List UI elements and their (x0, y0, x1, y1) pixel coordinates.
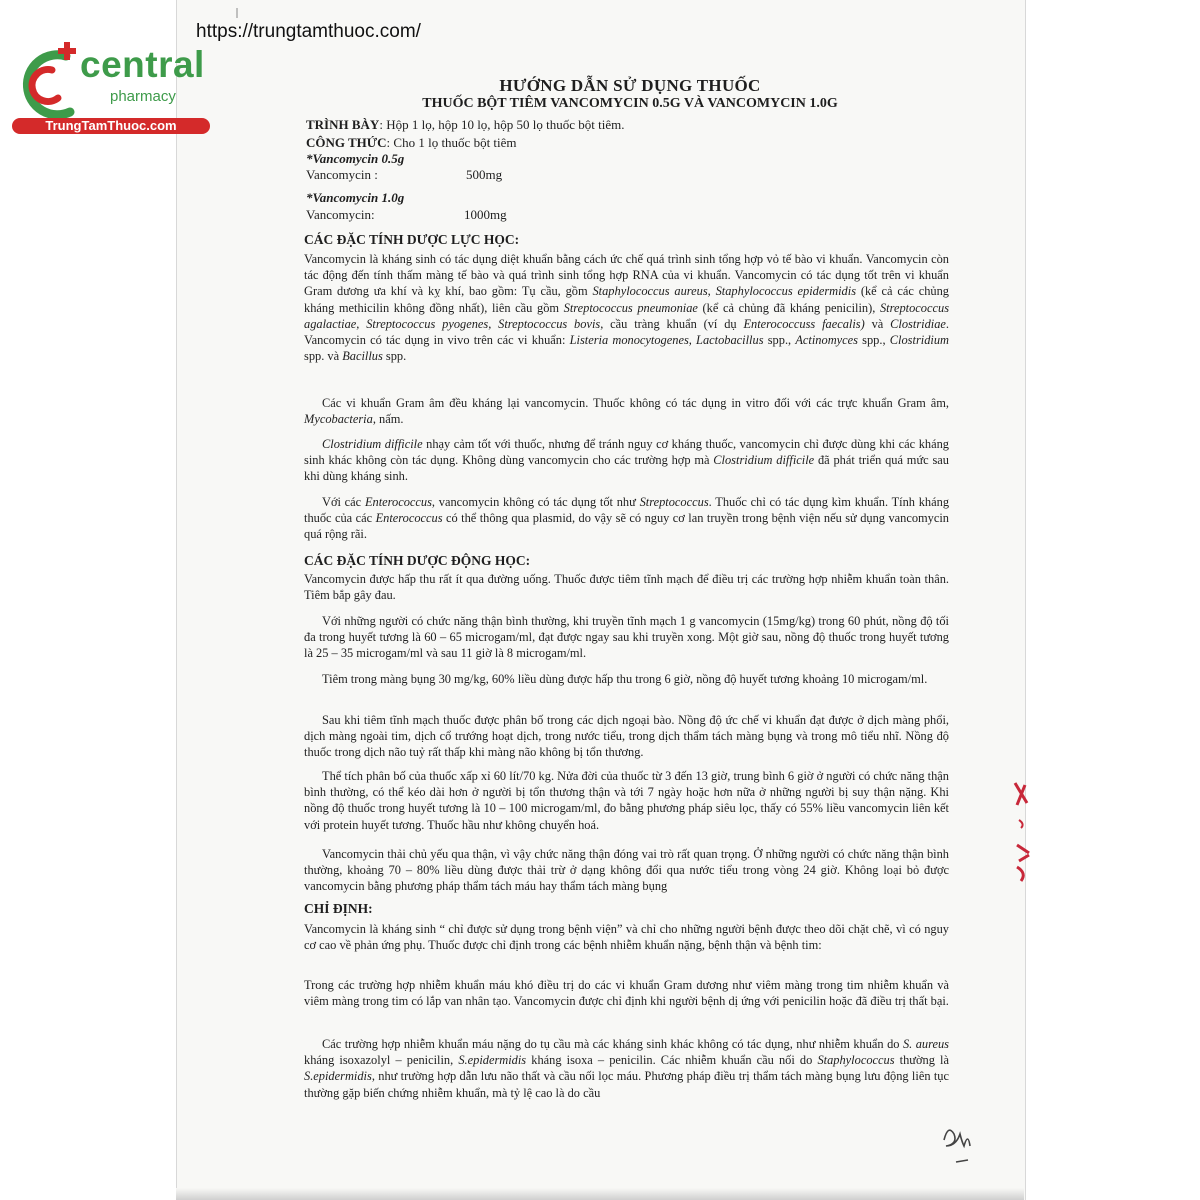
presentation-text: : Hộp 1 lọ, hộp 10 lọ, hộp 50 lọ thuốc bột tiêm. (379, 117, 625, 132)
vanco-05-name: Vancomycin : (306, 167, 378, 182)
pd-paragraph-3: Clostridium difficile nhạy cảm tốt với thuốc, nhưng để tránh nguy cơ kháng thuốc, vancomycin chỉ được dùng khi các kháng sinh khác không còn tác dụng. Không dùng vancomycin cho các trường hợp mà Clostridium difficile đã phát triển quá mức sau khi dùng kháng sinh. (304, 437, 949, 484)
vanco-05-amount: 500mg (466, 167, 503, 182)
scan-speck-icon (232, 6, 242, 22)
vanco-10-amount: 1000mg (464, 207, 507, 222)
cd-paragraph-3: Các trường hợp nhiễm khuẩn máu nặng do tụ cầu mà các kháng sinh khác không có tác dụng, như nhiễm khuẩn do S. aureus kháng isoxazolyl – penicilin, S.epidermidis kháng isoxa – penicilin. Các nhiễm khuẩn cầu nối do Staphylococcus thường là S.epidermidis, như trường hợp dẫn lưu não thất và cầu nối lọc máu. Phương pháp điều trị thẩm tách màng bụng lưu động liên tục thường gặp biến chứng nhiễm khuẩn, mà tỷ lệ cao là do cầu (304, 1037, 950, 1100)
section-pharmacokinetics: CÁC ĐẶC TÍNH DƯỢC ĐỘNG HỌC: (304, 553, 531, 568)
section-indications: CHỈ ĐỊNH: (304, 901, 373, 916)
formula-line (306, 135, 517, 151)
vanco-10-heading: *Vancomycin 1.0g (306, 190, 405, 205)
pd-paragraph-4: Với các Enterococcus, vancomycin không có tác dụng tốt như Streptococcus. Thuốc chỉ có tác dụng kìm khuẩn. Tính kháng thuốc của các Enterococcus có thể thông qua plasmid, do vậy sẽ có nguy cơ lan truyền trong bệnh viện nếu sử dụng vancomycin quá rộng rãi. (304, 495, 950, 542)
red-stamp-mark-icon (1005, 775, 1035, 885)
page-edge (176, 1188, 1024, 1200)
logo-banner: TrungTamThuoc.com (12, 118, 210, 134)
pk-paragraph-3: Tiêm trong màng bụng 30 mg/kg, 60% liều dùng được hấp thu trong 6 giờ, nồng độ huyết tương khoảng 10 microgam/ml. (322, 672, 928, 686)
pk-paragraph-6: Vancomycin thải chủ yếu qua thận, vì vậy chức năng thận đóng vai trò rất quan trọng. Ở những người có chức năng thận bình thường, khoảng 70 – 80% liều dùng được thải trừ ở dạng không đổi qua nước tiểu trong vòng 24 giờ. Không loại bỏ được vancomycin bằng phương pháp thẩm tách máu hay thẩm tách màng bụng (304, 847, 949, 894)
handwritten-initials-icon (938, 1118, 980, 1168)
cd-paragraph-1: Vancomycin là kháng sinh “ chỉ được sử dụng trong bệnh viện” và chỉ cho những người bệnh được theo dõi chặt chẽ, vì có nguy cơ cao về phản ứng phụ. Thuốc được chỉ định trong các bệnh nhiễm khuẩn nặng, bệnh thận và bệnh tim: (304, 922, 949, 953)
pk-paragraph-2: Với những người có chức năng thận bình thường, khi truyền tĩnh mạch 1 g vancomycin (15mg/kg) trong 60 phút, nồng độ tối đa trong huyết tương là 60 – 65 microgam/ml, đạt được ngay sau khi truyền xong. Một giờ sau, nồng độ thuốc trong huyết tương là 25 – 35 microgam/ml và sau 11 giờ là 8 microgam/ml. (304, 614, 949, 661)
formula-text: : Cho 1 lọ thuốc bột tiêm (386, 135, 517, 150)
section-pharmacodynamics: CÁC ĐẶC TÍNH DƯỢC LỰC HỌC: (304, 232, 520, 247)
pk-paragraph-5: Thể tích phân bố của thuốc xấp xỉ 60 lít/70 kg. Nửa đời của thuốc từ 3 đến 13 giờ, trung bình 6 giờ ở người có chức năng thận bình thường, có thể kéo dài hơn ở người bị tổn thương thận và tới 7 ngày hoặc hơn nữa ở những người bị suy thận nặng. Khi nồng độ thuốc trong huyết tương là 10 – 100 microgam/ml, đo bằng phương pháp siêu lọc, thấy có 55% liều vancomycin liên kết với protein huyết tương. Thuốc hầu như không chuyển hoá. (304, 769, 949, 832)
doc-title: HƯỚNG DẪN SỬ DỤNG THUỐC (499, 76, 761, 95)
vanco-10-name: Vancomycin: (306, 207, 375, 222)
logo-wordmark: central (80, 44, 205, 85)
presentation-label: TRÌNH BÀY (306, 117, 380, 132)
logo-subtitle: pharmacy (110, 88, 176, 105)
pk-paragraph-4: Sau khi tiêm tĩnh mạch thuốc được phân bố trong các dịch ngoại bào. Nồng độ ức chế vi khuẩn đạt được ở dịch màng phổi, dịch màng ngoài tim, dịch cổ trướng hoạt dịch, trong nước tiểu, trong dịch thẩm tách màng bụng và trong mô tiểu nhĩ. Nồng độ thuốc trong dịch não tuỷ rất thấp khi màng não không bị tổn thương. (304, 713, 949, 760)
pd-paragraph-1: Vancomycin là kháng sinh có tác dụng diệt khuẩn bằng cách ức chế quá trình sinh tổng hợp vỏ tế bào vi khuẩn. Vancomycin còn tác động đến tính thấm màng tế bào và quá trình sinh tổng hợp RNA của vi khuẩn. Vancomycin có tác dụng tốt trên vi khuẩn Gram dương ưa khí và kỵ khí, bao gồm: Tụ cầu, gồm Staphylococcus aureus, Staphylococcus epidermidis (kể cả các chủng kháng methicilin không đồng nhất), liên cầu gồm Streptococcus pneumoniae (kể cả chủng đã kháng penicilin), Streptococcus agalactiae, Streptococcus pyogenes, Streptococcus bovis, cầu tràng khuẩn (ví dụ Enterococcuss faecalis) và Clostridiae. Vancomycin có tác dụng in vivo trên các vi khuẩn: Listeria monocytogenes, Lactobacillus spp., Actinomyces spp., Clostridium spp. và Bacillus spp. (304, 252, 950, 364)
cd-paragraph-2: Trong các trường hợp nhiễm khuẩn máu khó điều trị do các vi khuẩn Gram dương như viêm màng trong tim nhiễm khuẩn và viêm màng trong tim có lắp van nhân tạo. Vancomycin được chỉ định khi người bệnh dị ứng với penicilin hoặc đã điều trị thất bại. (304, 978, 949, 1009)
doc-subtitle: THUỐC BỘT TIÊM VANCOMYCIN 0.5G VÀ VANCOMYCIN 1.0G (422, 96, 838, 111)
presentation-line (306, 117, 625, 133)
pd-paragraph-2: Các vi khuẩn Gram âm đều kháng lại vancomycin. Thuốc không có tác dụng in vitro đối với các trực khuẩn Gram âm, Mycobacteria, nấm. (304, 396, 949, 427)
vanco-05-heading: *Vancomycin 0.5g (306, 151, 405, 166)
source-url[interactable]: https://trungtamthuoc.com/ (196, 21, 421, 42)
pk-paragraph-1: Vancomycin được hấp thu rất ít qua đường uống. Thuốc được tiêm tĩnh mạch để điều trị các trường hợp nhiễm khuẩn toàn thân. Tiêm bắp gây đau. (304, 572, 949, 603)
formula-label: CÔNG THỨC (306, 135, 387, 150)
